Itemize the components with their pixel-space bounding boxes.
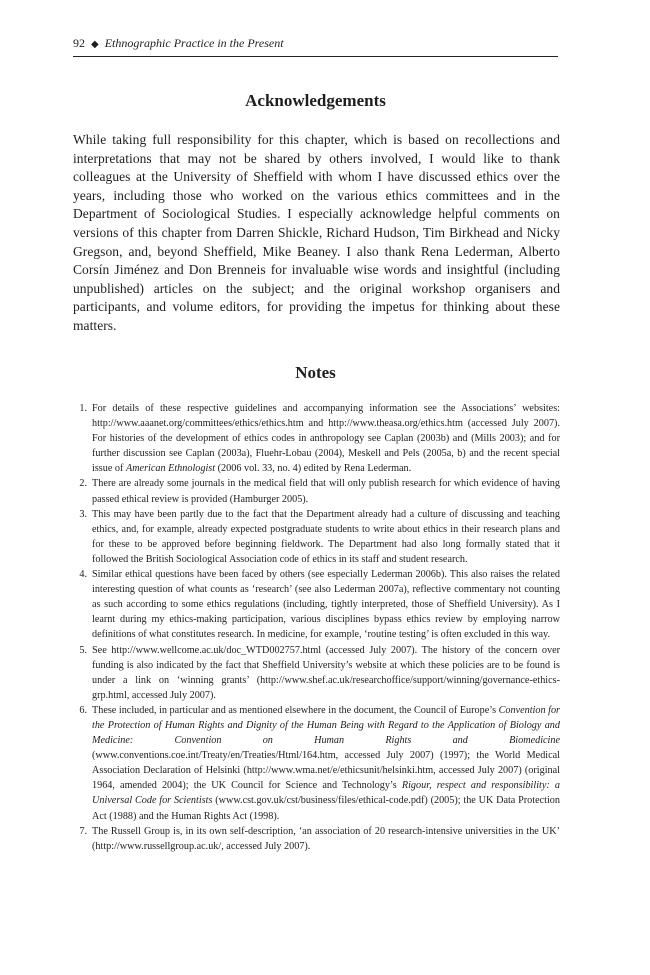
note-number: 6.	[79, 704, 87, 716]
note-number: 4.	[79, 569, 87, 581]
note-number: 5.	[79, 644, 87, 656]
running-title: Ethnographic Practice in the Present	[104, 36, 284, 50]
note-text: The Russell Group is, in its own self-description, ‘an association of 20 research-intensive universities in the UK’ (http://www.russellgroup.ac.uk/, accessed July 2007).	[92, 825, 560, 852]
note-italic-title: Convention for the Protection of Human Rights and Dignity of the Human Being with Regard to the Application of Biology and Medicine: Convention on Human Rights and Biomedicine	[92, 704, 561, 747]
note-item	[73, 567, 560, 642]
note-item	[73, 703, 560, 824]
note-text: (2006 vol. 33, no. 4) edited by Rena Lederman.	[215, 463, 412, 475]
note-item	[73, 476, 560, 506]
note-text: These included, in particular and as mentioned elsewhere in the document, the Council of Europe’s	[92, 704, 499, 716]
note-italic-title: American Ethnologist	[125, 463, 216, 475]
note-text: Similar ethical questions have been faced by others (see especially Lederman 2006b). This also raises the related interesting question of what counts as ‘research’ (see also Lederman 2007a), reflective commentary not counting as such according to some ethics regulations (including, tightly interpreted, those of Sheffield University). As I learnt during my ethics-making participation, various disciplines bypass ethics review by employing narrow definitions of what constitutes research. In medicine, for example, ‘routine testing’ is often excluded in this way.	[92, 569, 560, 641]
page-number: 92	[73, 36, 85, 50]
note-text: For details of these respective guidelines and accompanying information see the Associations’ websites: http://www.aaanet.org/committees/ethics/ethics.htm and http://www.theasa.org/ethics.htm (accessed July 2007). For histories of the development of ethics codes in anthropology see Caplan (2003b) and (Mills 2003); and for further discussion see Caplan (2003a), Fluehr-Lobau (2004), Meskell and Pels (2005a, b) and the recent special issue of	[92, 403, 560, 475]
note-number: 7.	[79, 825, 87, 837]
note-number: 1.	[79, 403, 87, 414]
notes-heading: Notes	[295, 363, 336, 382]
note-text: This may have been partly due to the fact that the Department already had a culture of discussing and teaching ethics, and, for example, already expected postgraduate students to write about ethics in their research plans and for these to be approved before beginning fieldwork. The Department had also long formally stated that it followed the British Sociological Association code of ethics in its staff and student research.	[92, 508, 560, 565]
note-item	[73, 824, 560, 854]
notes-list	[73, 401, 560, 854]
note-item	[73, 643, 560, 703]
note-italic-title: Rigour, respect and responsibility: a Universal Code for Scientists	[92, 780, 560, 807]
note-text: There are already some journals in the medical field that will only publish research for which evidence of having passed ethical review is provided (Hamburger 2005).	[92, 478, 560, 505]
note-text: (www.cst.gov.uk/cst/business/files/ethical-code.pdf) (2005); the UK Data Protection Act (1988) and the Human Rights Act (1998).	[92, 795, 560, 822]
note-text: See http://www.wellcome.ac.uk/doc_WTD002757.html (accessed July 2007). The history of the concern over funding is also indicated by the fact that Sheffield University’s website at which these policies are to be found is under a link on ‘winning grants’ (http://www.shef.ac.uk/researchoffice/support/winning/governance-ethics-grp.html, accessed July 2007).	[92, 644, 560, 701]
note-text: (www.conventions.coe.int/Treaty/en/Treaties/Html/164.htm, accessed July 2007) (1997); the World Medical Association Declaration of Helsinki (http://www.wma.net/e/ethicsunit/helsinki.htm, accessed July 2007) (original 1964, amended 2004); the UK Council for Science and Technology’s	[92, 750, 560, 792]
acknowledgements-heading: Acknowledgements	[245, 91, 386, 110]
note-number: 3.	[79, 508, 87, 520]
acknowledgements-body: While taking full responsibility for this chapter, which is based on recollections and interpretations that may not be shared by others involved, I would like to thank colleagues at the University of Sheffield with whom I have discussed ethics over the years, including those who worked on the various ethics committees and in the Department of Sociological Studies. I especially acknowledge helpful comments on versions of this chapter from Darren Shickle, Richard Hudson, Tim Birkhead and Nicky Gregson, and, beyond Sheffield, Mike Beaney. I also thank Rena Lederman, Alberto Corsín Jiménez and Don Brenneis for invaluable wise words and insightful (including unpublished) articles on the subject; and the original workshop organisers and participants, and volume editors, for providing the impetus for thinking about these matters.	[73, 132, 560, 333]
note-item	[73, 507, 560, 567]
diamond-icon: ◆	[91, 39, 99, 50]
running-header	[73, 35, 558, 57]
note-number: 2.	[79, 478, 87, 490]
note-item	[73, 401, 560, 476]
